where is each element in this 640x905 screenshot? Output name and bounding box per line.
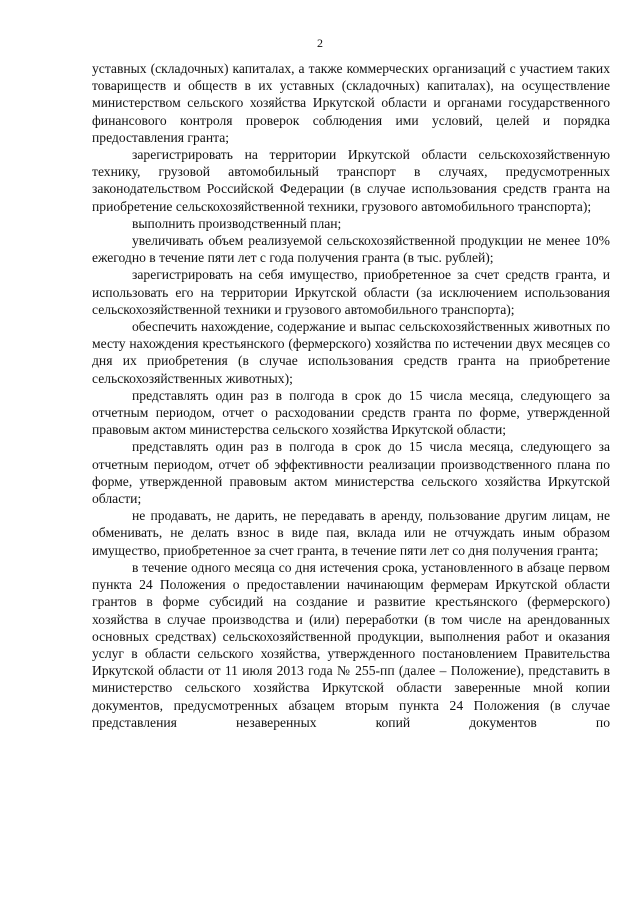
paragraph-submit-documents: в течение одного месяца со дня истечения срока, установленного в абзаце первом пункта 24 Положения о предоставлении начинающим фермерам Иркутской области грантов в форме субсидий на создание и развитие крестьянского (фермерского) хозяйства в случае производства и (или) переработки (в том числе на арендованных основных средствах) сельскохозяйственной продукции, выполнения работ и оказания услуг в области сельского хозяйства, утвержденного постановлением Правительства Иркутской области от 11 июля 2013 года № 255-пп (далее – Положение), представить в министерство сельского хозяйства Иркутской области заверенные мной копии документов, предусмотренных абзацем вторым пункта 24 Положения (в случае представления незаверенных копий документов по	[92, 559, 610, 730]
paragraph-livestock: обеспечить нахождение, содержание и выпас сельскохозяйственных животных по месту нахождения крестьянского (фермерского) хозяйства по истечении двух месяцев со дня их приобретения (в случае использования средств гранта на приобретение сельскохозяйственных животных);	[92, 319, 610, 386]
paragraph-no-alienation: не продавать, не дарить, не передавать в аренду, пользование другим лицам, не обменивать, не делать взнос в виде пая, вклада или не отчуждать иным образом имущество, приобретенное за счет гранта, в течение пяти лет со дня получения гранта;	[92, 508, 610, 558]
paragraph-continuation: уставных (складочных) капиталах, а также коммерческих организаций с участием таких товариществ и обществ в их уставных (складочных) капиталах), на осуществление министерством сельского хозяйства Иркутской области и органами государственного финансового контроля проверок соблюдения ими условий, целей и порядка предоставления гранта;	[92, 61, 610, 145]
paragraph-efficiency-report: представлять один раз в полгода в срок до 15 числа месяца, следующего за отчетным периодом, отчет об эффективности реализации производственного плана по форме, утвержденной правовым актом министерства сельского хозяйства Иркутской области;	[92, 439, 610, 507]
paragraph-register-property: зарегистрировать на себя имущество, приобретенное за счет средств гранта, и использовать его на территории Иркутской области (за исключением использования сельскохозяйственной техники и грузового автомобильного транспорта);	[92, 267, 610, 317]
page-number: 2	[317, 36, 323, 50]
paragraph-expense-report: представлять один раз в полгода в срок до 15 числа месяца, следующего за отчетным периодом, отчет о расходовании средств гранта по форме, утвержденной правовым актом министерства сельского хозяйства Иркутской области;	[92, 387, 610, 438]
paragraph-increase-sales: увеличивать объем реализуемой сельскохозяйственной продукции не менее 10% ежегодно в течение пяти лет с года получения гранта (в тыс. рублей);	[92, 233, 610, 266]
paragraph-production-plan: выполнить производственный план;	[132, 215, 342, 231]
paragraph-register-equipment: зарегистрировать на территории Иркутской области сельскохозяйственную технику, грузовой автомобильный транспорт в случаях, предусмотренных законодательством Российской Федерации (в случае использования средств гранта на приобретение сельскохозяйственной техники, грузового автомобильного транспорта);	[92, 147, 610, 214]
document-body	[92, 60, 610, 731]
